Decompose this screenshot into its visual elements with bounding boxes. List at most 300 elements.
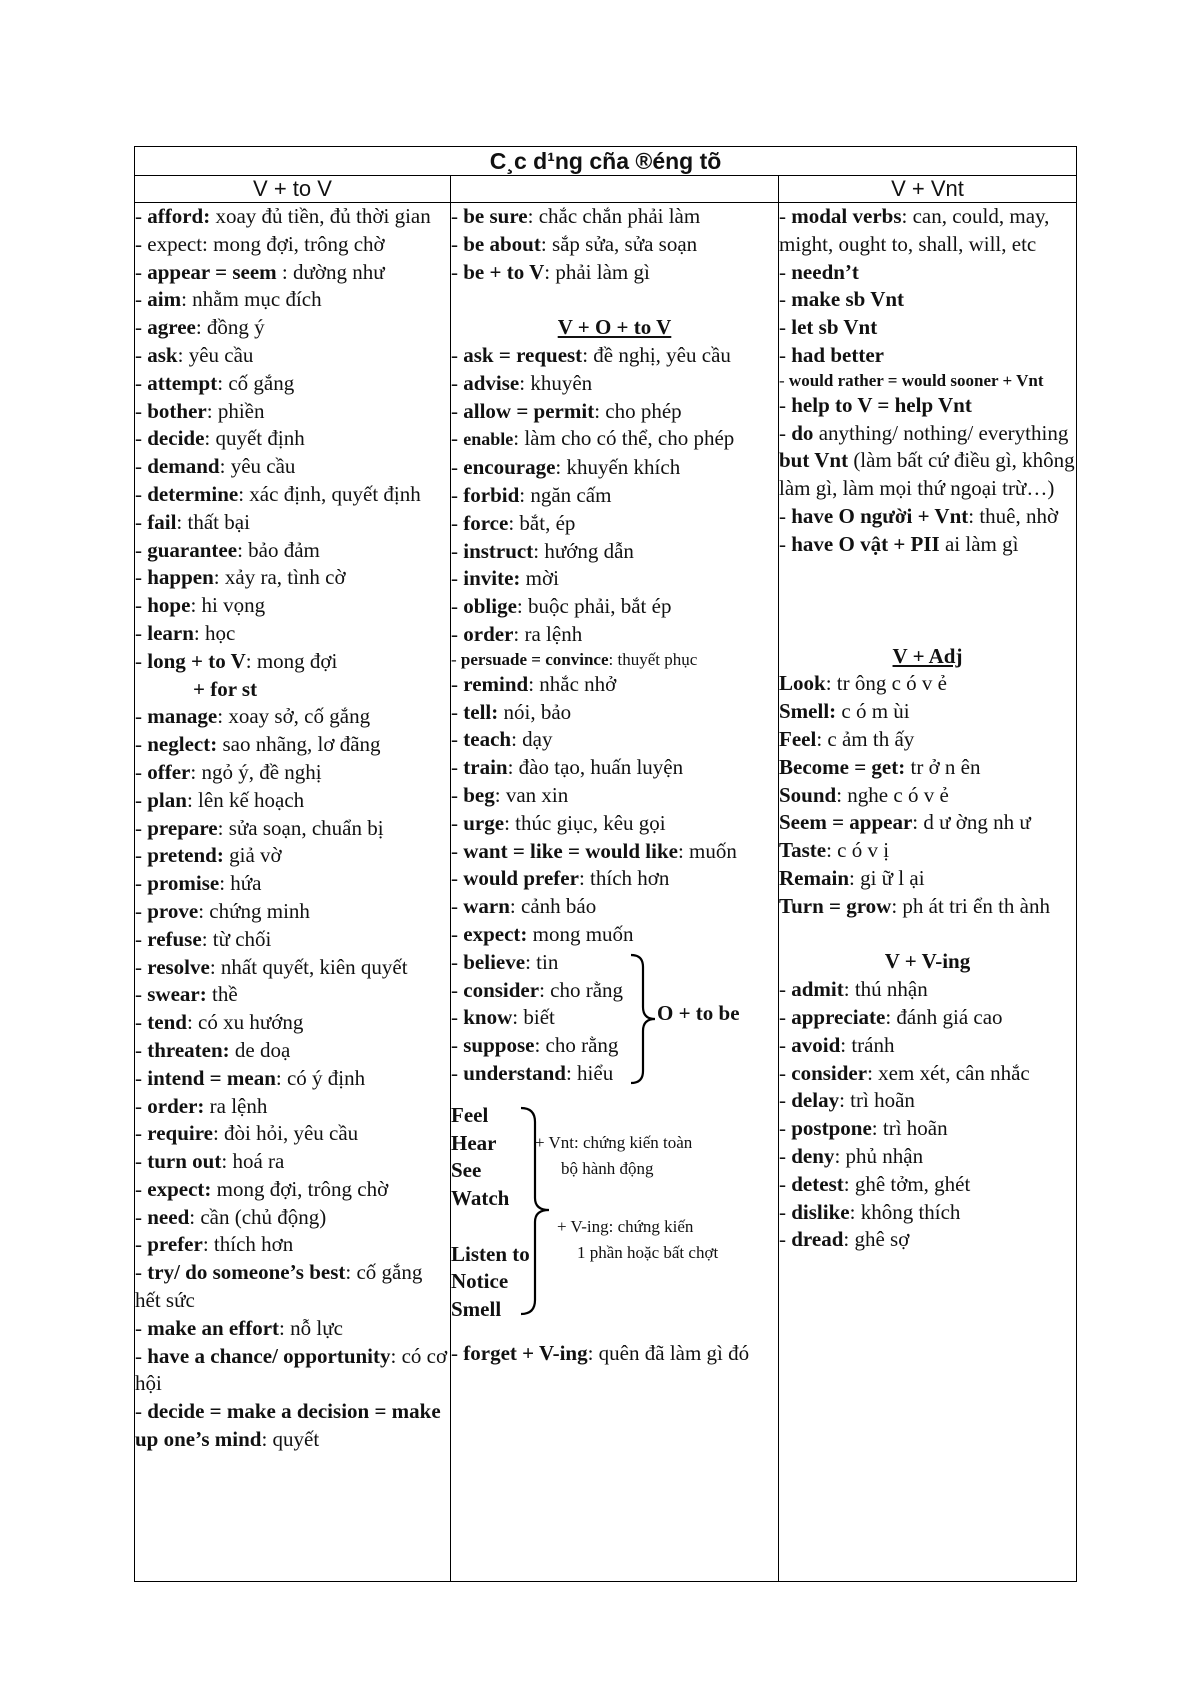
term: Turn = grow xyxy=(779,893,892,918)
term: oblige xyxy=(463,594,517,619)
term: tell: xyxy=(463,699,499,724)
list-item: - consider: xem xét, cân nhắc xyxy=(779,1060,1030,1085)
meaning: : nhằm mục đích xyxy=(181,287,322,312)
list-item: - attempt: cố gắng xyxy=(135,370,295,395)
meaning: : trì hoãn xyxy=(871,1116,948,1141)
term: Remain xyxy=(779,865,849,890)
term: had better xyxy=(791,342,884,367)
meaning: thề xyxy=(206,982,238,1007)
term: teach xyxy=(463,727,512,752)
list-item: - be sure: chắc chắn phải làm xyxy=(451,204,701,228)
list-item: - deny: phủ nhận xyxy=(779,1143,924,1168)
list-item: - long + to V: mong đợi xyxy=(135,648,338,673)
term: decide xyxy=(147,426,205,451)
section-title-v-ing: V + V-ing xyxy=(884,949,971,974)
term: consider xyxy=(791,1060,868,1085)
list-item: - prove: chứng minh xyxy=(135,898,310,923)
term: learn xyxy=(147,620,194,645)
term: warn xyxy=(463,894,510,919)
term: fail xyxy=(147,509,177,534)
meaning: : thuyết phục xyxy=(608,649,698,669)
list-item: - refuse: từ chối xyxy=(135,926,272,951)
meaning: : ngăn cấm xyxy=(519,482,612,507)
meaning: : sửa soạn, chuẩn bị xyxy=(217,815,384,840)
ving-note-line: 1 phần hoặc bất chợt xyxy=(577,1242,719,1262)
meaning: : xem xét, cân nhắc xyxy=(867,1060,1030,1085)
list-item: - have O người + Vnt: thuê, nhờ xyxy=(779,503,1059,528)
meaning: : quyết xyxy=(261,1427,320,1452)
meaning: : thúc giục, kêu gọi xyxy=(504,810,666,835)
list-item: - determine: xác định, quyết định xyxy=(135,481,421,506)
term: remind xyxy=(463,671,529,696)
list-item: - threaten: de doạ xyxy=(135,1037,291,1062)
meaning: sao nhãng, lơ đãng xyxy=(217,732,381,757)
meaning: : hiểu xyxy=(565,1060,614,1085)
list-item xyxy=(779,670,1076,698)
meaning: : ghê sợ xyxy=(843,1227,910,1252)
term: suppose xyxy=(463,1033,535,1058)
term: train xyxy=(463,755,508,780)
meaning: : mong đợi xyxy=(245,648,338,673)
meaning: : quyết định xyxy=(204,426,305,451)
list-item: - try/ do someone’s best: cố gắng hết sức xyxy=(135,1260,423,1313)
meaning: : đào tạo, huấn luyện xyxy=(507,755,684,780)
term: Become = get: xyxy=(779,754,906,779)
vnt-note-line: + Vnt: chứng kiến toàn xyxy=(535,1132,693,1152)
meaning: : dường như xyxy=(276,259,385,284)
list-item: - pretend: giả vờ xyxy=(135,843,282,868)
meaning: expect: mong đợi, trông chờ xyxy=(147,231,385,256)
term: Smell: xyxy=(779,699,837,724)
list-item: - prepare: sửa soạn, chuẩn bị xyxy=(135,815,384,840)
meaning: : đánh giá cao xyxy=(885,1004,1003,1029)
o-to-be-label: O + to be xyxy=(657,1000,740,1025)
list-item xyxy=(779,754,1076,782)
meaning: : van xin xyxy=(494,782,569,807)
meaning: (làm bất cứ điều gì, không làm gì, làm mọi thứ ngoại trừ…) xyxy=(779,448,1075,501)
perception-verb: Notice xyxy=(451,1269,509,1294)
meaning: ra lệnh xyxy=(204,1093,268,1118)
term: need xyxy=(147,1204,190,1229)
term: promise xyxy=(147,871,220,896)
term: invite: xyxy=(463,566,521,591)
be-list xyxy=(451,203,778,286)
term: ask = request xyxy=(463,342,583,367)
list-item: - would rather = would sooner + Vnt xyxy=(779,370,1044,390)
meaning: : cho rằng xyxy=(539,977,624,1002)
term: make sb Vnt xyxy=(791,287,905,312)
meaning: : thất bại xyxy=(176,509,250,534)
list-item: - advise: khuyên xyxy=(451,370,593,395)
meaning: : sắp sửa, sửa soạn xyxy=(540,231,698,256)
meaning: : từ chối xyxy=(201,926,272,951)
term: instruct xyxy=(463,538,534,563)
meaning: : hi vọng xyxy=(190,593,266,618)
term: encourage xyxy=(463,455,556,480)
list-item: - invite: mời xyxy=(451,566,559,591)
list-item: - demand: yêu cầu xyxy=(135,454,296,479)
vnt-note xyxy=(535,1130,692,1182)
term: forbid xyxy=(463,482,520,507)
list-item: - tend: có xu hướng xyxy=(135,1010,304,1035)
meaning: mong đợi, trông chờ xyxy=(211,1176,389,1201)
term: prepare xyxy=(147,815,218,840)
meaning: : chắc chắn phải làm xyxy=(527,204,701,228)
term: know xyxy=(463,1005,513,1030)
term: appreciate xyxy=(791,1004,886,1029)
meaning: : cần (chủ động) xyxy=(189,1204,327,1229)
meaning: : có cơ hội xyxy=(135,1343,448,1396)
meaning: de doạ xyxy=(229,1037,291,1062)
meaning: : nhất quyết, kiên quyết xyxy=(209,954,408,979)
list-item: - remind: nhắc nhở xyxy=(451,671,617,696)
list-item: - would prefer: thích hơn xyxy=(451,866,670,891)
meaning: : c ảm th ấy xyxy=(816,726,915,751)
list-item: - admit: thú nhận xyxy=(779,977,928,1002)
term: long + to V xyxy=(147,648,246,673)
term: tend xyxy=(147,1010,187,1035)
meaning: : c ó v ị xyxy=(826,838,890,863)
meaning: : bắt, ép xyxy=(508,510,576,535)
term: detest xyxy=(791,1171,844,1196)
forget-term: forget + V-ing xyxy=(463,1340,588,1365)
term: aim xyxy=(147,287,182,312)
term: offer xyxy=(147,759,191,784)
term: dislike xyxy=(791,1199,850,1224)
list-item: - oblige: buộc phải, bắt ép xyxy=(451,594,672,619)
meaning: : hướng dẫn xyxy=(533,538,634,563)
forget-entry: - forget + V-ing: quên đã làm gì đó xyxy=(451,1340,750,1365)
meaning: : cảnh báo xyxy=(509,894,597,919)
term: attempt xyxy=(147,370,218,395)
term: refuse xyxy=(147,926,202,951)
list-item: - decide = make a decision = make up one’s mind: quyết xyxy=(135,1399,441,1452)
term: try/ do someone’s best xyxy=(147,1260,346,1285)
term: force xyxy=(463,510,509,535)
list-item: - avoid: tránh xyxy=(779,1032,895,1057)
v-ing-list xyxy=(779,976,1076,1254)
list-item: - understand: hiểu xyxy=(451,1060,614,1085)
term: dread xyxy=(791,1227,844,1252)
meaning: : thú nhận xyxy=(843,977,928,1002)
meaning: : có xu hướng xyxy=(186,1010,304,1035)
term: order xyxy=(463,621,514,646)
o-to-be-group xyxy=(451,949,778,1088)
meaning: : ra lệnh xyxy=(513,621,583,646)
term: order: xyxy=(147,1093,205,1118)
list-item: - promise: hứa xyxy=(135,871,262,896)
column-to-v xyxy=(135,203,451,1582)
meaning: : đòi hỏi, yêu cầu xyxy=(212,1121,359,1146)
perception-verb: Smell xyxy=(451,1297,502,1322)
term: happen xyxy=(147,565,214,590)
list-item: - afford: xoay đủ tiền, đủ thời gian xyxy=(135,204,431,228)
term: appear = seem xyxy=(147,259,277,284)
meaning: : tránh xyxy=(840,1032,895,1057)
list-item: - dread: ghê sợ xyxy=(779,1227,910,1252)
meaning: : khuyến khích xyxy=(555,455,681,480)
list-item: - warn: cảnh báo xyxy=(451,894,597,919)
term: afford: xyxy=(147,204,211,228)
list-item xyxy=(779,837,1076,865)
term: believe xyxy=(463,949,526,974)
meaning: : ph át tri ển th ành xyxy=(891,893,1050,918)
term: be about xyxy=(463,231,541,256)
section-title-v-adj: V + Adj xyxy=(892,643,963,668)
perception-verb: Watch xyxy=(451,1186,510,1211)
meaning: : nhắc nhở xyxy=(528,671,617,696)
meaning: : buộc phải, bắt ép xyxy=(516,594,672,619)
term: bother xyxy=(147,398,207,423)
list-item: - have a chance/ opportunity: có cơ hội xyxy=(135,1343,448,1396)
meaning: : làm cho có thể, cho phép xyxy=(513,426,735,451)
list-item: - let sb Vnt xyxy=(779,315,878,340)
meaning: : cố gắng hết sức xyxy=(135,1260,423,1313)
term: enable xyxy=(463,429,514,450)
term: would rather = would sooner + Vnt xyxy=(788,370,1044,390)
list-item: - bother: phiền xyxy=(135,398,265,423)
list-item: - needn’t xyxy=(779,259,859,284)
meaning: : chứng minh xyxy=(198,898,310,923)
term: hope xyxy=(147,593,191,618)
meaning: mong muốn xyxy=(527,921,634,946)
list-item: - want = like = would like: muốn xyxy=(451,838,737,863)
list-item: - had better xyxy=(779,342,884,367)
meaning: anything/ nothing/ everything xyxy=(813,420,1069,445)
term: neglect: xyxy=(147,732,218,757)
meaning: : thích hơn xyxy=(202,1232,294,1257)
list-item: - ask = request: đề nghị, yêu cầu xyxy=(451,342,731,367)
verb-forms-table xyxy=(134,146,1077,1582)
list-item xyxy=(779,865,1076,893)
list-item xyxy=(779,782,1076,810)
column-vnt xyxy=(779,203,1077,1582)
meaning: : bảo đảm xyxy=(237,537,320,562)
list-item: - urge: thúc giục, kêu gọi xyxy=(451,810,666,835)
list-item: - offer: ngỏ ý, đề nghị xyxy=(135,759,322,784)
term: expect: xyxy=(147,1176,212,1201)
meaning: : yêu cầu xyxy=(177,342,254,367)
term: consider xyxy=(463,977,540,1002)
list-item xyxy=(779,726,1076,754)
list-item: - plan: lên kế hoạch xyxy=(135,787,305,812)
meaning: : xảy ra, tình cờ xyxy=(213,565,346,590)
list-item xyxy=(779,698,1076,726)
meaning: c ó m ùi xyxy=(836,699,910,724)
term: advise xyxy=(463,370,520,395)
term: help to V = help Vnt xyxy=(791,392,972,417)
meaning: : học xyxy=(193,620,236,645)
list-item: - suppose: cho rằng xyxy=(451,1033,619,1058)
term: avoid xyxy=(791,1032,841,1057)
term: Look xyxy=(779,671,826,696)
term: intend = mean xyxy=(147,1065,276,1090)
list-item: - make an effort: nỗ lực xyxy=(135,1315,343,1340)
list-item: - enable: làm cho có thể, cho phép xyxy=(451,426,735,451)
meaning: : hứa xyxy=(219,871,262,896)
meaning: mời xyxy=(520,566,559,591)
list-item: - manage: xoay sở, cố gắng xyxy=(135,704,371,729)
ving-note xyxy=(557,1214,718,1266)
meaning: : lên kế hoạch xyxy=(186,787,305,812)
list-item: - encourage: khuyến khích xyxy=(451,455,681,480)
section-title-v-o-to-v: V + O + to V xyxy=(557,315,672,340)
list-item xyxy=(135,676,450,704)
column-header-empty xyxy=(451,176,779,203)
column-header-vnt: V + Vnt xyxy=(779,176,1077,203)
term: have O vật + PII xyxy=(791,531,940,556)
meaning: : có ý định xyxy=(275,1065,366,1090)
term: needn’t xyxy=(791,259,859,284)
list-item: - appreciate: đánh giá cao xyxy=(779,1004,1003,1029)
list-item: - neglect: sao nhãng, lơ đãng xyxy=(135,732,381,757)
term: allow = permit xyxy=(463,398,595,423)
perception-verb: Feel xyxy=(451,1102,489,1127)
list-item: - order: ra lệnh xyxy=(135,1093,268,1118)
term: swear: xyxy=(147,982,207,1007)
list-item: - postpone: trì hoãn xyxy=(779,1116,948,1141)
meaning: nói, bảo xyxy=(498,699,572,724)
meaning: : phủ nhận xyxy=(834,1143,924,1168)
meaning: : đồng ý xyxy=(195,315,265,340)
vnt-note-line: bộ hành động xyxy=(561,1158,654,1178)
list-item: - forbid: ngăn cấm xyxy=(451,482,612,507)
meaning: : d ư ờng nh ư xyxy=(912,810,1031,835)
term: urge xyxy=(463,810,505,835)
meaning: : nỗ lực xyxy=(279,1315,343,1340)
meaning: : can, could, may, might, ought to, shall, will, etc xyxy=(779,204,1050,256)
meaning: : muốn xyxy=(677,838,737,863)
list-item: - expect: mong đợi, trông chờ xyxy=(135,1176,389,1201)
list-item: - expect: mong đợi, trông chờ xyxy=(135,231,385,256)
list-item: - force: bắt, ép xyxy=(451,510,576,535)
list-item: - expect: mong muốn xyxy=(451,921,634,946)
table-title: C¸c d¹ng cña ®éng tõ xyxy=(135,147,1077,176)
meaning: ai làm gì xyxy=(939,531,1019,556)
list-item: - require: đòi hỏi, yêu cầu xyxy=(135,1121,359,1146)
list-item: - prefer: thích hơn xyxy=(135,1232,294,1257)
list-item: - aim: nhằm mục đích xyxy=(135,287,322,312)
meaning: : xác định, quyết định xyxy=(238,481,421,506)
list-item: - turn out: hoá ra xyxy=(135,1149,285,1174)
meaning: : yêu cầu xyxy=(219,454,296,479)
term: decide = make a decision = make up one’s mind xyxy=(135,1399,441,1452)
meaning: : xoay sở, cố gắng xyxy=(217,704,371,729)
meaning: : cho phép xyxy=(594,398,682,423)
list-item: - happen: xảy ra, tình cờ xyxy=(135,565,346,590)
list-item: - beg: van xin xyxy=(451,782,569,807)
term: guarantee xyxy=(147,537,238,562)
perception-verb: See xyxy=(451,1158,482,1183)
perception-verb: Hear xyxy=(451,1130,497,1155)
term: would prefer xyxy=(463,866,579,891)
meaning: : nghe c ó v ẻ xyxy=(836,782,949,807)
meaning: : thuê, nhờ xyxy=(968,503,1059,528)
term: turn out xyxy=(147,1149,222,1174)
list-item: - fail: thất bại xyxy=(135,509,250,534)
meaning: : ghê tởm, ghét xyxy=(843,1171,971,1196)
meaning: tr ở n ên xyxy=(905,754,981,779)
column-middle xyxy=(451,203,779,1582)
meaning: : tin xyxy=(525,949,559,974)
term: have O người + Vnt xyxy=(791,503,969,528)
list-item: - help to V = help Vnt xyxy=(779,392,972,417)
term: prove xyxy=(147,898,199,923)
list-item: - dislike: không thích xyxy=(779,1199,961,1224)
term: Feel xyxy=(779,726,817,751)
meaning: : thích hơn xyxy=(578,866,670,891)
term: make an effort xyxy=(147,1315,280,1340)
list-item: - intend = mean: có ý định xyxy=(135,1065,366,1090)
v-o-to-v-list xyxy=(451,342,778,949)
list-item: - do anything/ nothing/ everything but Vnt (làm bất cứ điều gì, không làm gì, làm mọi thứ ngoại trừ…) xyxy=(779,420,1075,501)
term: understand xyxy=(463,1060,566,1085)
list-item: - know: biết xyxy=(451,1005,555,1030)
term: expect: xyxy=(463,921,528,946)
term: let sb Vnt xyxy=(791,315,878,340)
perception-group xyxy=(451,1102,778,1324)
list-item: - hope: hi vọng xyxy=(135,593,266,618)
term: ask xyxy=(147,342,178,367)
term: admit xyxy=(791,977,844,1002)
column-header-to-v: V + to V xyxy=(135,176,451,203)
meaning: xoay đủ tiền, đủ thời gian xyxy=(210,204,431,228)
list-item: - ask: yêu cầu xyxy=(135,342,254,367)
v-adj-list xyxy=(779,670,1076,920)
term: manage xyxy=(147,704,218,729)
list-item: - persuade = convince: thuyết phục xyxy=(451,649,698,669)
list-item: - consider: cho rằng xyxy=(451,977,624,1002)
term: deny xyxy=(791,1143,835,1168)
term: Seem = appear xyxy=(779,810,913,835)
list-item xyxy=(779,893,1076,921)
term: do xyxy=(791,420,814,445)
term: want = like = would like xyxy=(463,838,678,863)
term: have a chance/ opportunity xyxy=(147,1343,391,1368)
meaning: : không thích xyxy=(849,1199,961,1224)
meaning: : biết xyxy=(512,1005,555,1030)
term: demand xyxy=(147,454,220,479)
meaning: : tr ông c ó v ẻ xyxy=(825,671,947,696)
list-item: - order: ra lệnh xyxy=(451,621,583,646)
meaning: : đề nghị, yêu cầu xyxy=(582,342,731,367)
list-item: - tell: nói, bảo xyxy=(451,699,572,724)
ving-note-line: + V-ing: chứng kiến xyxy=(557,1216,694,1236)
meaning: : dạy xyxy=(511,727,553,752)
meaning: : ngỏ ý, đề nghị xyxy=(190,759,322,784)
list-item: - guarantee: bảo đảm xyxy=(135,537,320,562)
meaning: : cho rằng xyxy=(534,1033,619,1058)
term: modal verbs xyxy=(791,204,902,228)
term: plan xyxy=(147,787,187,812)
term: persuade = convince xyxy=(460,649,609,669)
list-item: - believe: tin xyxy=(451,949,559,974)
term: threaten: xyxy=(147,1037,230,1062)
list-item: - be + to V: phải làm gì xyxy=(451,259,650,284)
forget-meaning: : quên đã làm gì đó xyxy=(587,1340,750,1365)
list-item: - detest: ghê tởm, ghét xyxy=(779,1171,971,1196)
list-item: - instruct: hướng dẫn xyxy=(451,538,634,563)
term: Sound xyxy=(779,782,837,807)
term: agree xyxy=(147,315,196,340)
list-item xyxy=(779,809,1076,837)
meaning: : cố gắng xyxy=(217,370,295,395)
meaning: : trì hoãn xyxy=(839,1088,915,1113)
term: delay xyxy=(791,1088,840,1113)
term: postpone xyxy=(791,1116,872,1141)
meaning: : khuyên xyxy=(519,370,593,395)
list-item: - be about: sắp sửa, sửa soạn xyxy=(451,231,698,256)
